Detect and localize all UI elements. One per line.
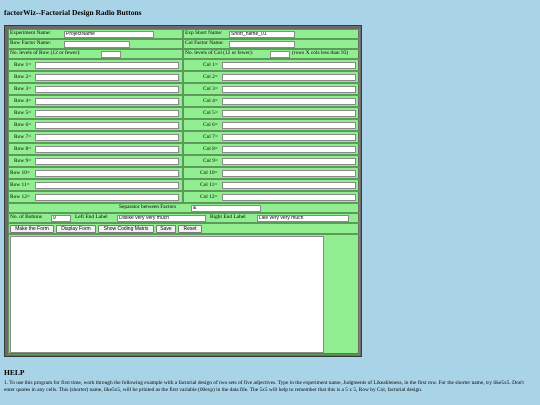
row-levels-input[interactable] bbox=[101, 51, 121, 58]
row-level-label: Row 12= bbox=[10, 194, 30, 200]
col-level-label: Col 12= bbox=[200, 194, 218, 200]
row-level-label: Row 4= bbox=[14, 98, 32, 104]
save-button[interactable]: Save bbox=[156, 225, 176, 233]
col-level-input[interactable] bbox=[222, 158, 356, 165]
row-level-input[interactable] bbox=[35, 170, 179, 177]
col-levels-input[interactable] bbox=[270, 51, 290, 58]
row-level-input[interactable] bbox=[35, 98, 179, 105]
row-level-input[interactable] bbox=[35, 158, 179, 165]
right-end-label: Right End Label bbox=[210, 214, 246, 220]
output-textarea[interactable] bbox=[10, 236, 324, 353]
num-buttons-input[interactable]: 9 bbox=[51, 215, 71, 222]
col-level-input[interactable] bbox=[222, 98, 356, 105]
col-level-input[interactable] bbox=[222, 182, 356, 189]
col-level-input[interactable] bbox=[222, 110, 356, 117]
row-level-input[interactable] bbox=[35, 74, 179, 81]
exp-short-name-input[interactable]: Short_name_01 bbox=[229, 31, 295, 38]
factor-form bbox=[8, 29, 358, 353]
col-factor-name-label: Col Factor Name: bbox=[185, 40, 224, 46]
col-level-input[interactable] bbox=[222, 170, 356, 177]
make-form-button[interactable]: Make the Form bbox=[10, 225, 54, 233]
experiment-name-input[interactable]: ProjectName bbox=[64, 31, 154, 38]
col-level-label: Col 2= bbox=[203, 74, 218, 80]
help-heading: HELP bbox=[4, 368, 25, 377]
row-level-input[interactable] bbox=[35, 146, 179, 153]
col-level-label: Col 8= bbox=[203, 146, 218, 152]
display-form-button[interactable]: Display Form bbox=[56, 225, 96, 233]
row-level-label: Row 11= bbox=[10, 182, 30, 188]
col-level-input[interactable] bbox=[222, 146, 356, 153]
col-level-label: Col 5= bbox=[203, 110, 218, 116]
row-level-label: Row 9= bbox=[14, 158, 32, 164]
col-levels-label: No. levels of Col (12 or fewer): bbox=[185, 50, 254, 56]
help-text: 1. To use this program for first time, work through the following example with a factorial design of two sets of five adjectives. Type in the experiment name, Judgments of Likeableness, in the first row. For the shorter name, try like5x5. Don't enter quotes in any cells. This (shorter) name, like5x5, will be printed as the first variable (00exp) in the data file. The 5x5 will help to remember that this is a 5 x 5, Row by Col, factorial design. bbox=[4, 380, 524, 393]
separator-label: Separator between Factors bbox=[119, 204, 177, 210]
col-level-label: Col 6= bbox=[203, 122, 218, 128]
row-level-input[interactable] bbox=[35, 122, 179, 129]
col-level-input[interactable] bbox=[222, 62, 356, 69]
experiment-name-label: Experiment Name: bbox=[10, 30, 51, 36]
row-level-label: Row 8= bbox=[14, 146, 32, 152]
right-end-label-input[interactable]: Like very very much bbox=[257, 215, 349, 222]
left-end-label-input[interactable]: Dislike very very much bbox=[117, 215, 206, 222]
col-level-label: Col 4= bbox=[203, 98, 218, 104]
row-factor-name-input[interactable] bbox=[64, 41, 130, 48]
row-factor-name-label: Row Factor Name: bbox=[10, 40, 52, 46]
row-level-input[interactable] bbox=[35, 110, 179, 117]
col-level-label: Col 7= bbox=[203, 134, 218, 140]
row-level-label: Row 3= bbox=[14, 86, 32, 92]
row-level-label: Row 5= bbox=[14, 110, 32, 116]
col-level-label: Col 9= bbox=[203, 158, 218, 164]
col-factor-name-input[interactable] bbox=[229, 41, 295, 48]
col-level-label: Col 10= bbox=[200, 170, 218, 176]
row-level-label: Row 2= bbox=[14, 74, 32, 80]
row-level-label: Row 1= bbox=[14, 62, 32, 68]
col-level-label: Col 3= bbox=[203, 86, 218, 92]
col-level-label: Col 11= bbox=[200, 182, 218, 188]
exp-short-name-label: Exp Short Name: bbox=[185, 30, 223, 36]
row-level-label: Row 10= bbox=[10, 170, 30, 176]
separator-input[interactable]: & bbox=[191, 205, 261, 212]
page-title: factorWiz--Factorial Design Radio Buttons bbox=[4, 8, 142, 17]
row-level-input[interactable] bbox=[35, 86, 179, 93]
row-level-input[interactable] bbox=[35, 62, 179, 69]
col-level-label: Col 1= bbox=[203, 62, 218, 68]
row-levels-cell bbox=[8, 49, 183, 59]
show-coding-matrix-button[interactable]: Show Coding Matrix bbox=[98, 225, 154, 233]
col-levels-note: (rows X cols less than 93) bbox=[292, 50, 349, 56]
col-level-input[interactable] bbox=[222, 86, 356, 93]
col-level-input[interactable] bbox=[222, 122, 356, 129]
row-level-label: Row 7= bbox=[14, 134, 32, 140]
col-level-input[interactable] bbox=[222, 74, 356, 81]
row-levels-label: No. levels of Row (12 or fewer): bbox=[10, 50, 81, 56]
row-level-input[interactable] bbox=[35, 182, 179, 189]
row-level-input[interactable] bbox=[35, 134, 179, 141]
reset-button[interactable]: Reset bbox=[178, 225, 202, 233]
factor-form-panel bbox=[4, 25, 362, 357]
row-level-input[interactable] bbox=[35, 194, 179, 201]
col-level-input[interactable] bbox=[222, 194, 356, 201]
col-level-input[interactable] bbox=[222, 134, 356, 141]
num-buttons-label: No. of Buttons bbox=[10, 214, 42, 220]
row-level-label: Row 6= bbox=[14, 122, 32, 128]
left-end-label: Left End Label bbox=[75, 214, 108, 220]
separator-cell bbox=[8, 203, 360, 213]
